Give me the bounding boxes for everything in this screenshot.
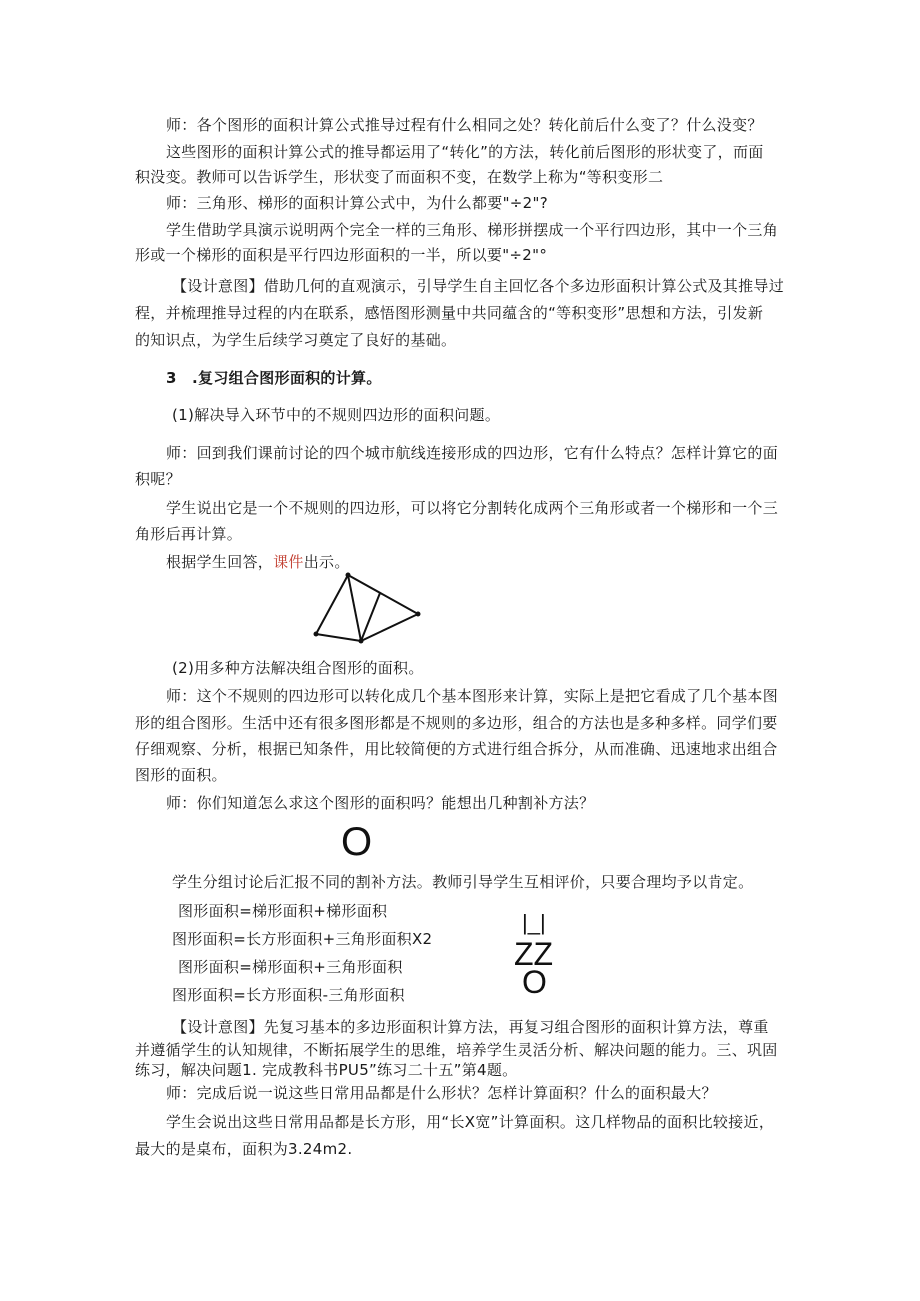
paragraph-teacher-question-1: 师：各个图形的面积计算公式推导过程有什么相同之处？转化前后什么变了？什么没变？ (166, 116, 763, 134)
paragraph-teacher-question-4: 师：完成后说一说这些日常用品都是什么形状？怎样计算面积？什么的面积最大？ (166, 1084, 717, 1102)
diagonal-line (348, 575, 361, 641)
subsection-heading: (2)用多种方法解决组合图形的面积。 (172, 659, 424, 677)
paragraph-teacher-question-3: 师：你们知道怎么求这个图形的面积吗？能想出几种割补方法？ (166, 794, 595, 812)
courseware-highlight: 课件 (273, 553, 304, 571)
paragraph-line: 仔细观察、分析，根据已知条件，用比较简便的方式进行组合拆分，从而准确、迅速地求出组合 (135, 740, 778, 758)
paragraph-line: 练习，解决问题1. 完成教科书PU5”练习二十五”第4题。 (135, 1061, 518, 1079)
design-intent-line: 【设计意图】先复习基本的多边形面积计算方法，再复习组合图形的面积计算方法，尊重 (172, 1018, 769, 1036)
ocr-fragment: ZZ (514, 936, 554, 972)
paragraph-line: 师：这个不规则的四边形可以转化成几个基本图形来计算，实际上是把它看成了几个基本图 (166, 687, 779, 705)
paragraph-line: 积没变。教师可以告诉学生，形状变了而面积不变，在数学上称为“等积变形二 (135, 168, 664, 186)
paragraph-line: 程，并梳理推导过程的内在联系，感悟图形测量中共同蕴含的“等积变形”思想和方法，引发新 (135, 304, 764, 322)
paragraph-line: 形或一个梯形的面积是平行四边形面积的一半，所以要"÷2"° (135, 246, 548, 264)
paragraph-line: 积呢？ (135, 470, 181, 488)
paragraph-line: 学生会说出这些日常用品都是长方形，用“长X宽”计算面积。这几样物品的面积比较接近， (166, 1113, 775, 1131)
formula-line: 图形面积=长方形面积+三角形面积X2 (172, 930, 433, 948)
paragraph-line: 这些图形的面积计算公式的推导都运用了“转化”的方法，转化前后图形的形状变了，而面 (166, 143, 764, 161)
text-span: 出示。 (303, 553, 350, 571)
quadrilateral-figure (300, 568, 430, 648)
paragraph-line: 并遵循学生的认知规律，不断拓展学生的思维，培养学生灵活分析、解决问题的能力。三、巩固 (135, 1041, 778, 1059)
ocr-fragment: O (522, 964, 547, 1000)
vertex-dot (416, 612, 421, 617)
paragraph-line: 学生说出它是一个不规则的四边形，可以将它分割转化成两个三角形或者一个梯形和一个三 (166, 499, 779, 517)
formula-line: 图形面积=梯形面积+梯形面积 (178, 902, 388, 920)
paragraph-line: 的知识点，为学生后续学习奠定了良好的基础。 (135, 331, 457, 349)
vertex-dot (359, 639, 364, 644)
paragraph-line: 学生借助学具演示说明两个完全一样的三角形、梯形拼摆成一个平行四边形，其中一个三角 (166, 221, 779, 239)
text-span: 根据学生回答， (166, 553, 274, 571)
paragraph-line: 学生分组讨论后汇报不同的割补方法。教师引导学生互相评价，只要合理均予以肯定。 (172, 873, 754, 891)
paragraph-line: 图形的面积。 (135, 766, 227, 784)
paragraph-line: 形的组合图形。生活中还有很多图形都是不规则的多边形，组合的方法也是多种多样。同学们要 (135, 714, 778, 732)
section-heading: 3 .复习组合图形面积的计算。 (166, 369, 382, 387)
paragraph-line: 角形后再计算。 (135, 525, 243, 543)
ocr-fragment-o: O (341, 820, 373, 864)
paragraph-line: 师：回到我们课前讨论的四个城市航线连接形成的四边形，它有什么特点？怎样计算它的面 (166, 444, 779, 462)
vertex-dot (346, 573, 351, 578)
subsection-heading: (1)解决导入环节中的不规则四边形的面积问题。 (172, 406, 501, 424)
vertex-dot (314, 632, 319, 637)
formula-line: 图形面积=长方形面积-三角形面积 (172, 986, 405, 1004)
paragraph-teacher-question-2: 师：三角形、梯形的面积计算公式中，为什么都要"÷2"? (166, 194, 548, 212)
quadrilateral-outline (316, 575, 418, 641)
paragraph-line: 最大的是桌布，面积为3.24m2. (135, 1140, 353, 1158)
design-intent-line: 【设计意图】借助几何的直观演示，引导学生自主回忆各个多边形面积计算公式及其推导过 (172, 277, 785, 295)
ocr-fragment: |_| (522, 910, 546, 935)
formula-line: 图形面积=梯形面积+三角形面积 (178, 958, 403, 976)
